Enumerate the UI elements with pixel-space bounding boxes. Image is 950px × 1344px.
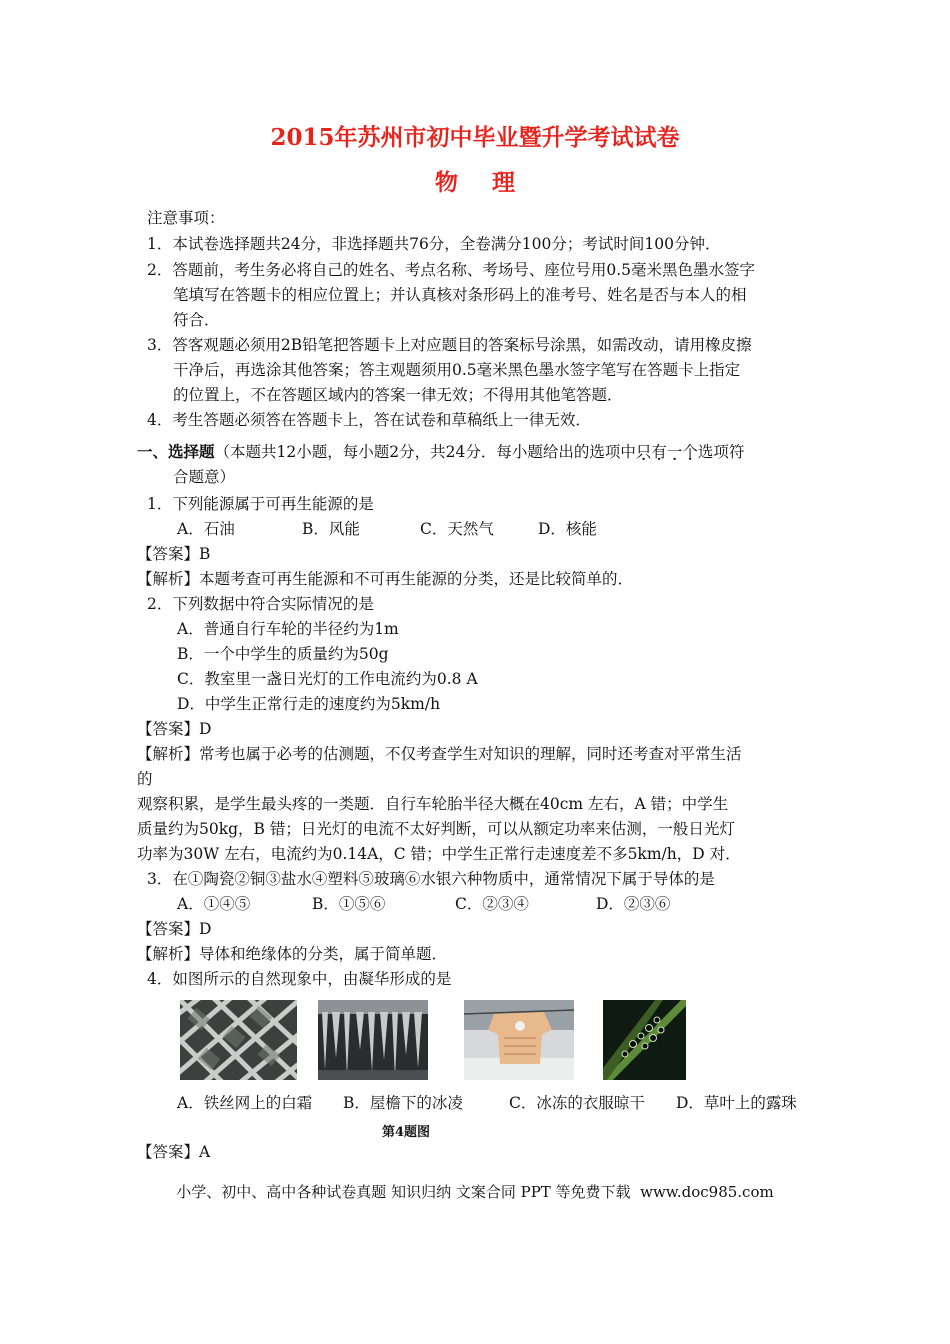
option: D．草叶上的露珠 (676, 1094, 797, 1112)
option: C．冰冻的衣服晾干 (509, 1094, 645, 1112)
option: C．教室里一盏日光灯的工作电流约为0.8 A (177, 670, 478, 688)
dew-on-grass-image (603, 1000, 686, 1080)
option: B．风能 (302, 520, 360, 538)
emphasis-char: 个 (682, 443, 698, 461)
subject-title: 物理 (435, 169, 549, 196)
analysis: 功率为30W 左右，电流约为0.14A，C 错；中学生正常行走速度差不多5km/h，D 对． (137, 845, 741, 863)
section-heading (137, 442, 744, 462)
note-line: 符合． (173, 311, 220, 329)
option: A．①④⑤ (177, 895, 251, 913)
frost-on-wire-image (180, 1000, 297, 1080)
option: C．天然气 (420, 520, 494, 538)
footer (0, 1181, 950, 1202)
answer: 【答案】A (137, 1143, 211, 1161)
figure-caption: 第4题图 (382, 1125, 431, 1140)
option: A．普通自行车轮的半径约为1m (177, 620, 399, 638)
answer: 【答案】D (137, 920, 212, 938)
footer-text: 小学、初中、高中各种试卷真题 知识归纳 文案合同 PPT 等免费下载 (176, 1183, 631, 1201)
analysis: 【解析】常考也属于必考的估测题，不仅考查学生对知识的理解，同时还考查对平常生活 (137, 745, 742, 763)
footer-url[interactable]: www.doc985.com (640, 1183, 774, 1201)
option: B．①⑤⑥ (312, 895, 386, 913)
note-line: 3．答客观题必须用2B铅笔把答题卡上对应题目的答案标号涂黑，如需改动，请用橡皮擦 (147, 336, 752, 354)
note-line: 干净后，再选涂其他答案；答主观题须用0.5毫米黑色墨水签字笔写在答题卡上指定 (173, 361, 741, 379)
option: D．中学生正常行走的速度约为5km/h (177, 695, 441, 713)
option: B．一个中学生的质量约为50g (177, 645, 389, 663)
question-stem: 1．下列能源属于可再生能源的是 (147, 495, 374, 513)
notes-heading: 注意事项： (147, 209, 225, 227)
icicles-image (318, 1000, 428, 1080)
note-line: 2．答题前，考生务必将自己的姓名、考点名称、考场号、座位号用0.5毫米黑色墨水签字 (147, 261, 756, 279)
frozen-clothes-image (464, 1000, 574, 1080)
question-stem: 3．在①陶瓷②铜③盐水④塑料⑤玻璃⑥水银六种物质中，通常情况下属于导体的是 (147, 870, 715, 888)
note-line: 4．考生答题必须答在答题卡上，答在试卷和草稿纸上一律无效． (147, 411, 591, 429)
option: D．②③⑥ (596, 895, 671, 913)
analysis: 【解析】导体和绝缘体的分类，属于简单题． (137, 945, 448, 963)
analysis: 质量约为50kg，B 错；日光灯的电流不太好判断，可以从额定功率来估测，一般日光灯 (137, 820, 735, 838)
note-line: 1．本试卷选择题共24分，非选择题共76分，全卷满分100分；考试时间100分钟． (147, 235, 721, 253)
option: B．屋檐下的冰凌 (343, 1094, 463, 1112)
emphasis-char: 有 (651, 443, 667, 461)
section-desc: 选项符 (697, 443, 745, 461)
exam-title: 2015年苏州市初中毕业暨升学考试试卷 (270, 124, 680, 151)
analysis: 【解析】本题考查可再生能源和不可再生能源的分类，还是比较简单的． (137, 570, 634, 588)
question-stem: 4．如图所示的自然现象中，由凝华形成的是 (147, 970, 452, 988)
question-stem: 2．下列数据中符合实际情况的是 (147, 595, 374, 613)
answer: 【答案】B (137, 545, 211, 563)
answer: 【答案】D (137, 720, 212, 738)
section-label: 一、选择题 (137, 442, 215, 461)
option: A．石油 (177, 520, 235, 538)
analysis: 观察积累，是学生最头疼的一类题．自行车轮胎半径大概在40cm 左右，A 错；中学生 (137, 795, 729, 813)
emphasis-char: 只 (635, 443, 652, 461)
section-desc: （本题共12小题，每小题2分，共24分．每小题给出的选项中 (214, 443, 636, 461)
emphasis-char: 一 (666, 443, 683, 461)
section-desc-cont: 合题意） (173, 468, 236, 486)
note-line: 的位置上，不在答题区域内的答案一律无效；不得用其他笔答题． (173, 386, 623, 404)
option: C．②③④ (455, 895, 529, 913)
option: A．铁丝网上的白霜 (177, 1094, 313, 1112)
analysis: 的 (137, 770, 153, 788)
note-line: 笔填写在答题卡的相应位置上；并认真核对条形码上的准考号、姓名是否与本人的相 (173, 286, 747, 304)
option: D．核能 (538, 520, 597, 538)
